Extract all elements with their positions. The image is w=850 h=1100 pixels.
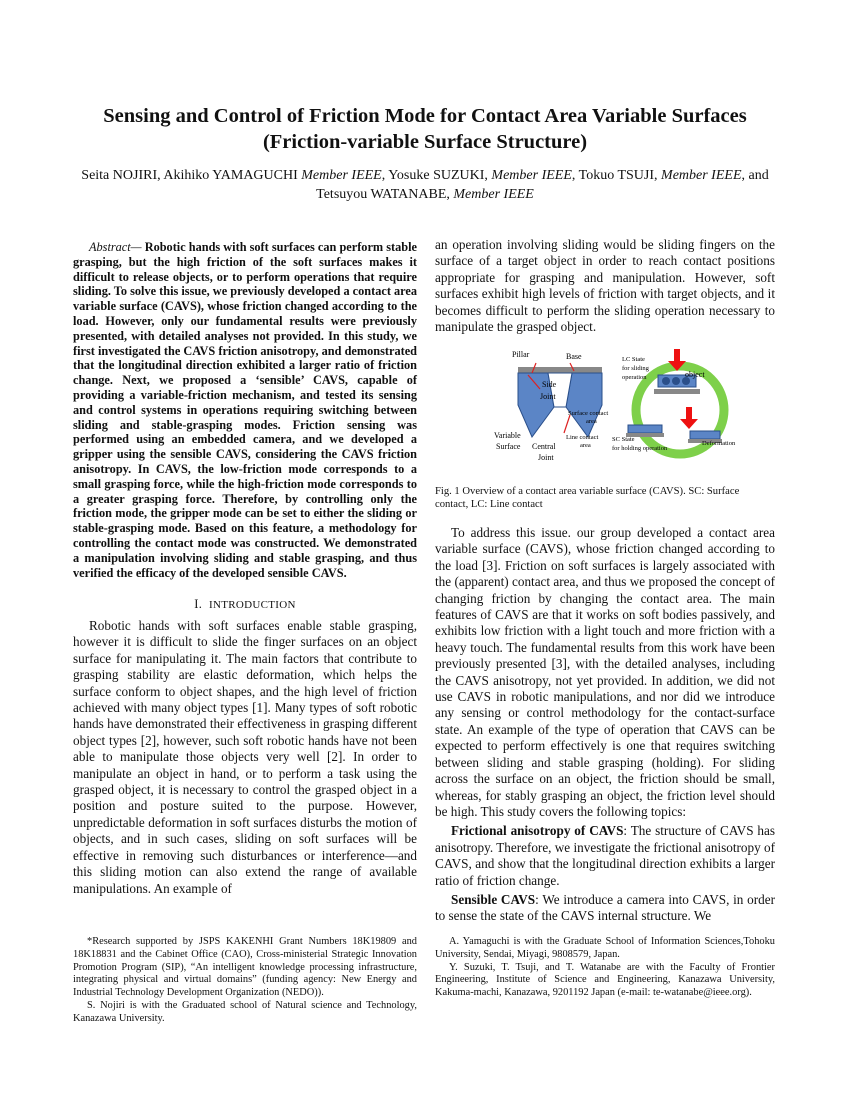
svg-text:Pillar: Pillar [512,350,530,359]
introduction-body: Robotic hands with soft surfaces enable stable grasping, however it is difficult to slide the finger surfaces on an object surface for manipulating it. The main factors that contribute to grasping stability are elastic deformation, which helps the surface conform to object shapes, and the high level of friction achieved with many object types [1]. Many types of soft robotic hands have demonstrated their effectiveness in grasping different object types [2], however, such soft robotic hands have not been able to manipulate those objects very well [2]. In order to manipulate an object in hand, or to perform a task using the grasped object, it is necessary to control the grasped object in a position and posture suited to the purpose. However, unpredictable deformation in soft surfaces disturbs the motion of objects, and in such cases, sliding on soft surfaces will be effective in removing such disturbances or interference—and this sliding motion can also extend the range of available manipulations. An example of [73,618,417,896]
svg-text:Deformation: Deformation [702,440,736,447]
figure-1-cavs-diagram [490,345,750,470]
svg-text:Joint: Joint [540,392,556,401]
svg-text:Line contact: Line contact [566,434,599,441]
svg-text:for sliding: for sliding [622,365,649,372]
base-plate [518,367,602,373]
svg-text:area: area [586,418,597,425]
svg-text:Central: Central [532,442,556,451]
svg-text:Joint: Joint [538,453,554,462]
abstract [73,240,417,580]
footnote-left: *Research supported by JSPS KAKENHI Grant Numbers 18K19809 and 18K18831 and the Cabinet Office (CAO), Cross-ministerial Strategic Innovation Promotion Program (SIP), “An intelligent knowledge processing infrastructure, integrating physical and virtual domains” (funding agency: New Energy and Industrial Technology Development Organization (NEDO)). S. Nojiri is with the Graduated school of Natural science and Technology, Kanazawa University. [73,936,417,1024]
press-arrow-right [680,407,698,429]
svg-text:Variable: Variable [494,431,521,440]
svg-text:Base: Base [566,352,582,361]
svg-text:SC State: SC State [612,436,635,443]
svg-text:Surface: Surface [496,442,521,451]
paragraph-cavs-intro: To address this issue. our group developed a contact area variable surface (CAVS), whose friction changed according to the load [3]. Friction on soft surfaces is largely associated with the (apparent) contact area, and thus we proposed the concept of changing friction by changing the contact area. The main features of CAVS are that it works on soft bodies passively, and exhibits low friction with a light touch and more friction with a heavy touch. The fundamental results from this work have been previously presented [3], with the detailed analyses, including the CAVS anisotropy, not yet provided. In addition, we did not use CAVS in robotic manipulations, and nor did we introduce any sensing or control methodology for the contact-surface state. An example of the type of operation that CAVS can be expected to perform effectively is one that requires switching between sliding and stable grasping (holding). For sliding across the surface on an object, the friction should be small, whereas, for stably grasping an object, the friction level should be high. This study covers the following topics: [435,525,775,819]
section-heading-introduction: I. INTRODUCTION [194,597,296,611]
svg-text:area: area [580,442,591,449]
abstract-text: Robotic hands with soft surfaces can perform stable grasping, but the high friction of the soft surfaces makes it difficult to release objects, or to perform operations that require sliding. To solve this issue, we previously developed a contact area variable surface (CAVS), whose friction changed according to the load. However, only our fundamental results were previously presented, with detailed analyses not provided. In this study, we first investigated the CAVS friction anisotropy, and demonstrated that the longitudinal direction exhibited a larger ratio of friction change. Next, we proposed a ‘sensible’ CAVS, capable of providing a variable-friction mechanism, and tested its sensing and control systems in operations requiring switching between sliding and stable-grasping modes. Friction sensing was performed using an embedded camera, and we developed a gripper using the sensible CAVS, considering the CAVS friction anisotropy. In CAVS, the low-friction mode corresponds to a small grasping force, while the high-friction mode corresponds to a greater grasping force. Therefore, by controlling only the friction mode, the gripper mode can be set to either the sliding or stable-grasping mode. Based on this feature, a methodology for controlling the contact mode was constructed. We demonstrated a manipulation involving sliding and stable grasping, and thus verified the efficacy of the developed sensible CAVS. [73,240,417,580]
right-column-top-text: an operation involving sliding would be sliding fingers on the surface of a target object in order to reach contact positions appropriate for grasping and manipulation. However, soft surfaces exhibit high levels of friction with target objects, and it becomes difficult to perform the sliding operation necessary to manipulate the grasped object. [435,237,775,335]
author-list: Seita NOJIRI, Akihiko YAMAGUCHI Member IEEE, Yosuke SUZUKI, Member IEEE, Tokuo TSUJI, Member IEEE, and Tetsuyou WATANABE, Member IEEE [81,168,769,202]
variable-surface-right [566,373,602,437]
footnote-right: A. Yamaguchi is with the Graduate School of Information Sciences,Tohoku University, Sendai, Miyagi, 9808579, Japan. Y. Suzuki, T. Tsuji, and T. Watanabe are with the Faculty of Frontier Engineering, Institute of Science and Engineering, Kanazawa University, Kakuma-machi, Kanazawa, 9201192 Japan (e-mail: te-watanabe@ieee.org). [435,936,775,999]
svg-text:object: object [685,370,705,379]
svg-text:LC State: LC State [622,356,645,363]
svg-text:Side: Side [542,380,557,389]
paper-title: Sensing and Control of Friction Mode for Contact Area Variable Surfaces (Friction-variable Surface Structure) [103,105,747,153]
svg-text:operation: operation [622,374,647,381]
right-column-body [435,525,775,928]
svg-text:Surface contact: Surface contact [568,410,609,417]
abstract-lead: Abstract— [89,240,142,254]
figure-1-caption: Fig. 1 Overview of a contact area variable surface (CAVS). SC: Surface contact, LC: Line contact [435,486,740,510]
paragraph-sensible-cavs: Sensible CAVS: We introduce a camera into CAVS, in order to sense the state of the CAVS internal structure. We [435,891,775,924]
svg-text:for holding operation: for holding operation [612,445,668,452]
paragraph-frictional-anisotropy: Frictional anisotropy of CAVS: The structure of CAVS has anisotropy. Therefore, we investigate the frictional anisotropy of CAVS, and show that the longitudinal direction exhibits a larger ratio of friction change. [435,823,776,888]
